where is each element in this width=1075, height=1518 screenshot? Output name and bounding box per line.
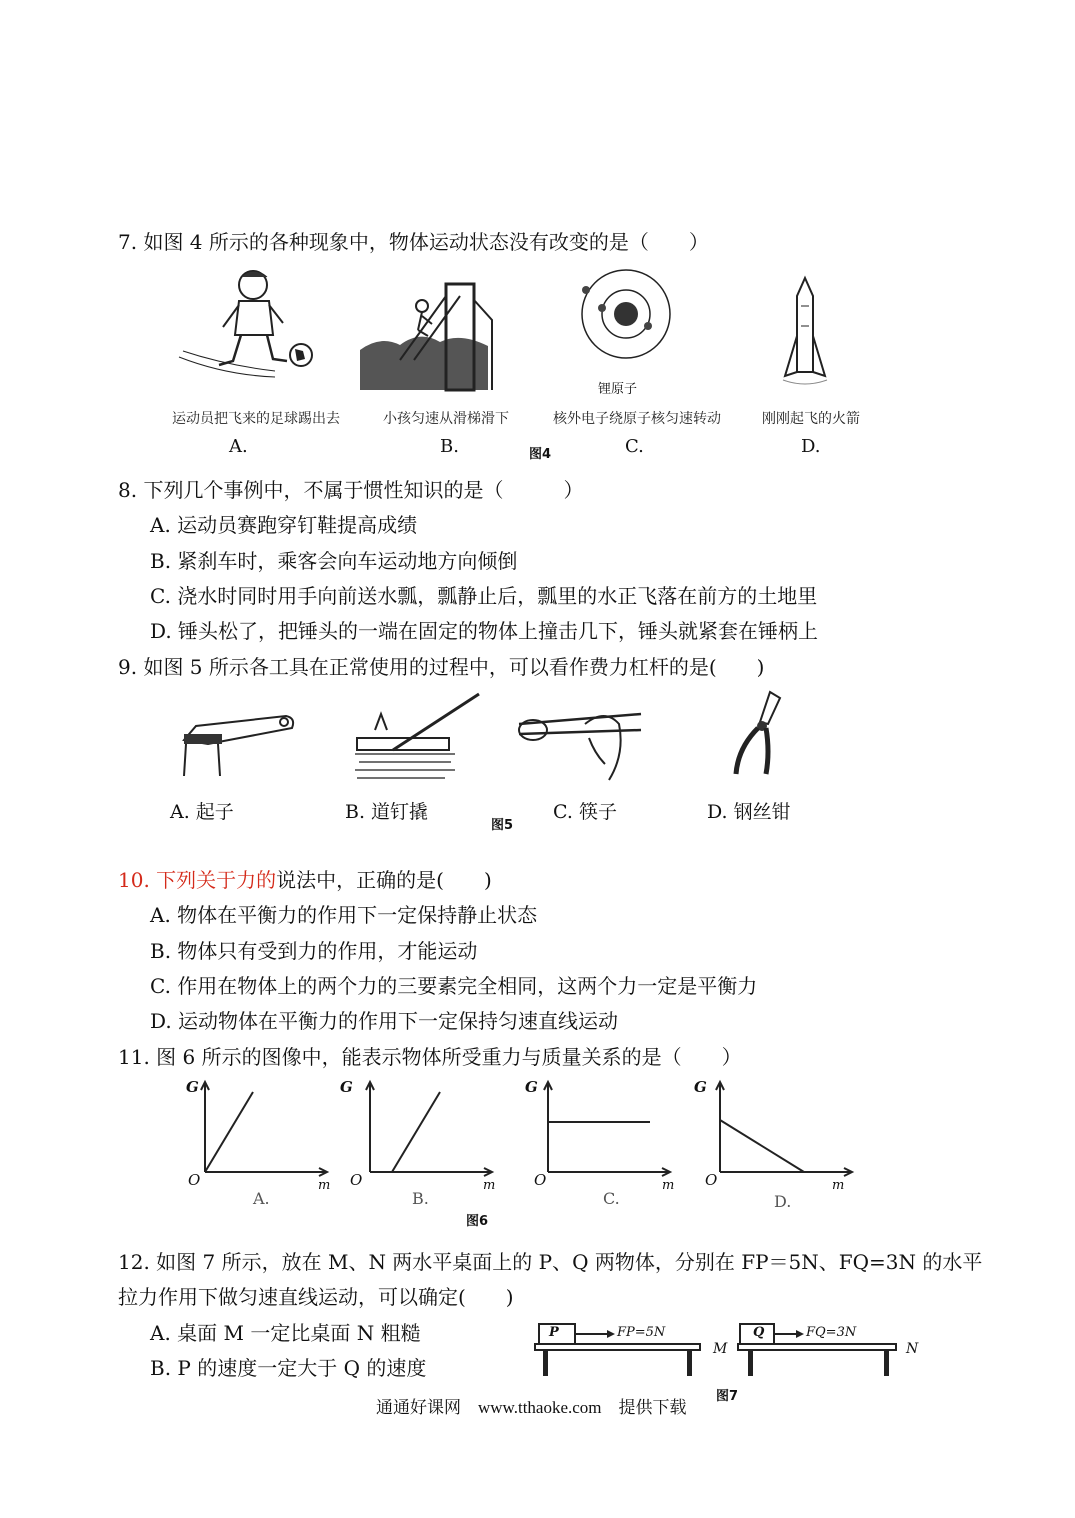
q10-stem-highlight: 10. 下列关于力的 — [118, 868, 277, 892]
graph-a — [185, 1080, 335, 1180]
tool-label-c: C. 筷子 — [553, 801, 617, 823]
graph-a-line — [205, 1092, 253, 1172]
q10-option-a: A. 物体在平衡力的作用下一定保持静止状态 — [150, 903, 538, 927]
pliers-illustration — [730, 688, 790, 780]
q10-stem-rest: 说法中，正确的是( ) — [276, 868, 492, 892]
q8-stem: 8. 下列几个事例中，不属于惯性知识的是（ ） — [118, 478, 584, 502]
graph-c-letter: C. — [603, 1189, 620, 1208]
lithium-atom-illustration — [576, 268, 676, 368]
surface-m-label: M — [713, 1341, 728, 1357]
q12-stem-line1: 12. 如图 7 所示，放在 M、N 两水平桌面上的 P、Q 两物体，分别在 FP＝5N、FQ=3N 的水平 — [118, 1250, 983, 1274]
graph-d-x-label: m — [832, 1178, 845, 1193]
figure-4-label: 图4 — [529, 447, 552, 462]
q7-stem: 7. 如图 4 所示的各种现象中，物体运动状态没有改变的是（ ） — [118, 230, 709, 254]
atom-sublabel: 锂原子 — [598, 382, 638, 397]
q10-option-d: D. 运动物体在平衡力的作用下一定保持匀速直线运动 — [150, 1009, 619, 1033]
soccer-kick-illustration — [175, 265, 325, 385]
q7-caption-c: 核外电子绕原子核匀速转动 — [553, 411, 721, 427]
q7-letter-b: B. — [440, 436, 459, 457]
q9-stem: 9. 如图 5 所示各工具在正常使用的过程中，可以看作费力杠杆的是( ) — [118, 655, 765, 679]
slide-illustration — [360, 280, 495, 390]
graph-d-origin: O — [705, 1171, 718, 1189]
rocket-illustration — [775, 276, 835, 394]
graph-c — [528, 1080, 678, 1180]
graph-b-x-label: m — [483, 1178, 496, 1193]
graph-a-origin: O — [188, 1171, 201, 1189]
graph-c-origin: O — [534, 1171, 547, 1189]
force-q-label: FQ=3N — [806, 1325, 857, 1340]
q7-caption-b: 小孩匀速从滑梯滑下 — [383, 411, 509, 427]
q8-option-b: B. 紧刹车时，乘客会向车运动地方向倾倒 — [150, 549, 518, 573]
q7-letter-c: C. — [625, 436, 644, 457]
q7-caption-a: 运动员把飞来的足球踢出去 — [172, 411, 340, 427]
q7-letter-a: A. — [229, 436, 248, 457]
graph-b — [350, 1080, 500, 1180]
tool-label-b: B. 道钉撬 — [345, 801, 429, 823]
q12-option-a: A. 桌面 M 一定比桌面 N 粗糙 — [150, 1321, 421, 1345]
q7-caption-d: 刚刚起飞的火箭 — [762, 411, 860, 427]
graph-d-letter: D. — [774, 1192, 792, 1211]
graph-b-origin: O — [350, 1171, 363, 1189]
graph-a-letter: A. — [253, 1189, 270, 1208]
q10-stem — [118, 864, 492, 893]
figure-6-label: 图6 — [466, 1214, 489, 1229]
graph-d-line — [720, 1120, 804, 1172]
q8-option-c: C. 浇水时同时用手向前送水瓢，瓢静止后，瓢里的水正飞落在前方的土地里 — [150, 584, 818, 608]
crowbar-illustration — [355, 690, 485, 780]
q8-option-a: A. 运动员赛跑穿钉鞋提高成绩 — [150, 513, 418, 537]
chopsticks-illustration — [515, 704, 645, 784]
graph-a-x-label: m — [318, 1178, 331, 1193]
block-q-label: Q — [753, 1325, 765, 1340]
graph-d-y-label: G — [694, 1078, 707, 1096]
graph-c-y-label: G — [525, 1078, 538, 1096]
tool-label-a: A. 起子 — [170, 801, 234, 823]
graph-a-y-label: G — [186, 1078, 199, 1096]
q12-stem-line2: 拉力作用下做匀速直线运动，可以确定( ) — [118, 1285, 514, 1309]
graph-b-y-label: G — [340, 1078, 353, 1096]
bottle-opener-illustration — [178, 706, 298, 778]
graph-b-line — [392, 1092, 440, 1172]
graph-b-letter: B. — [412, 1189, 429, 1208]
q7-letter-d: D. — [801, 436, 821, 457]
page-footer: 通通好课网 www.tthaoke.com 提供下载 — [376, 1398, 687, 1417]
q11-stem: 11. 图 6 所示的图像中，能表示物体所受重力与质量关系的是（ ） — [118, 1045, 742, 1069]
force-p-label: FP=5N — [617, 1325, 666, 1340]
graph-d — [700, 1080, 860, 1180]
surface-n-label: N — [906, 1341, 919, 1357]
figure-5-label: 图5 — [491, 818, 514, 833]
q10-option-c: C. 作用在物体上的两个力的三要素完全相同，这两个力一定是平衡力 — [150, 974, 758, 998]
graph-c-x-label: m — [662, 1178, 675, 1193]
tool-label-d: D. 钢丝钳 — [707, 801, 791, 823]
figure-7-label: 图7 — [716, 1389, 739, 1404]
q10-option-b: B. 物体只有受到力的作用，才能运动 — [150, 939, 478, 963]
block-p-label: P — [549, 1325, 559, 1340]
q12-option-b: B. P 的速度一定大于 Q 的速度 — [150, 1356, 427, 1380]
q8-option-d: D. 锤头松了，把锤头的一端在固定的物体上撞击几下，锤头就紧套在锤柄上 — [150, 619, 819, 643]
